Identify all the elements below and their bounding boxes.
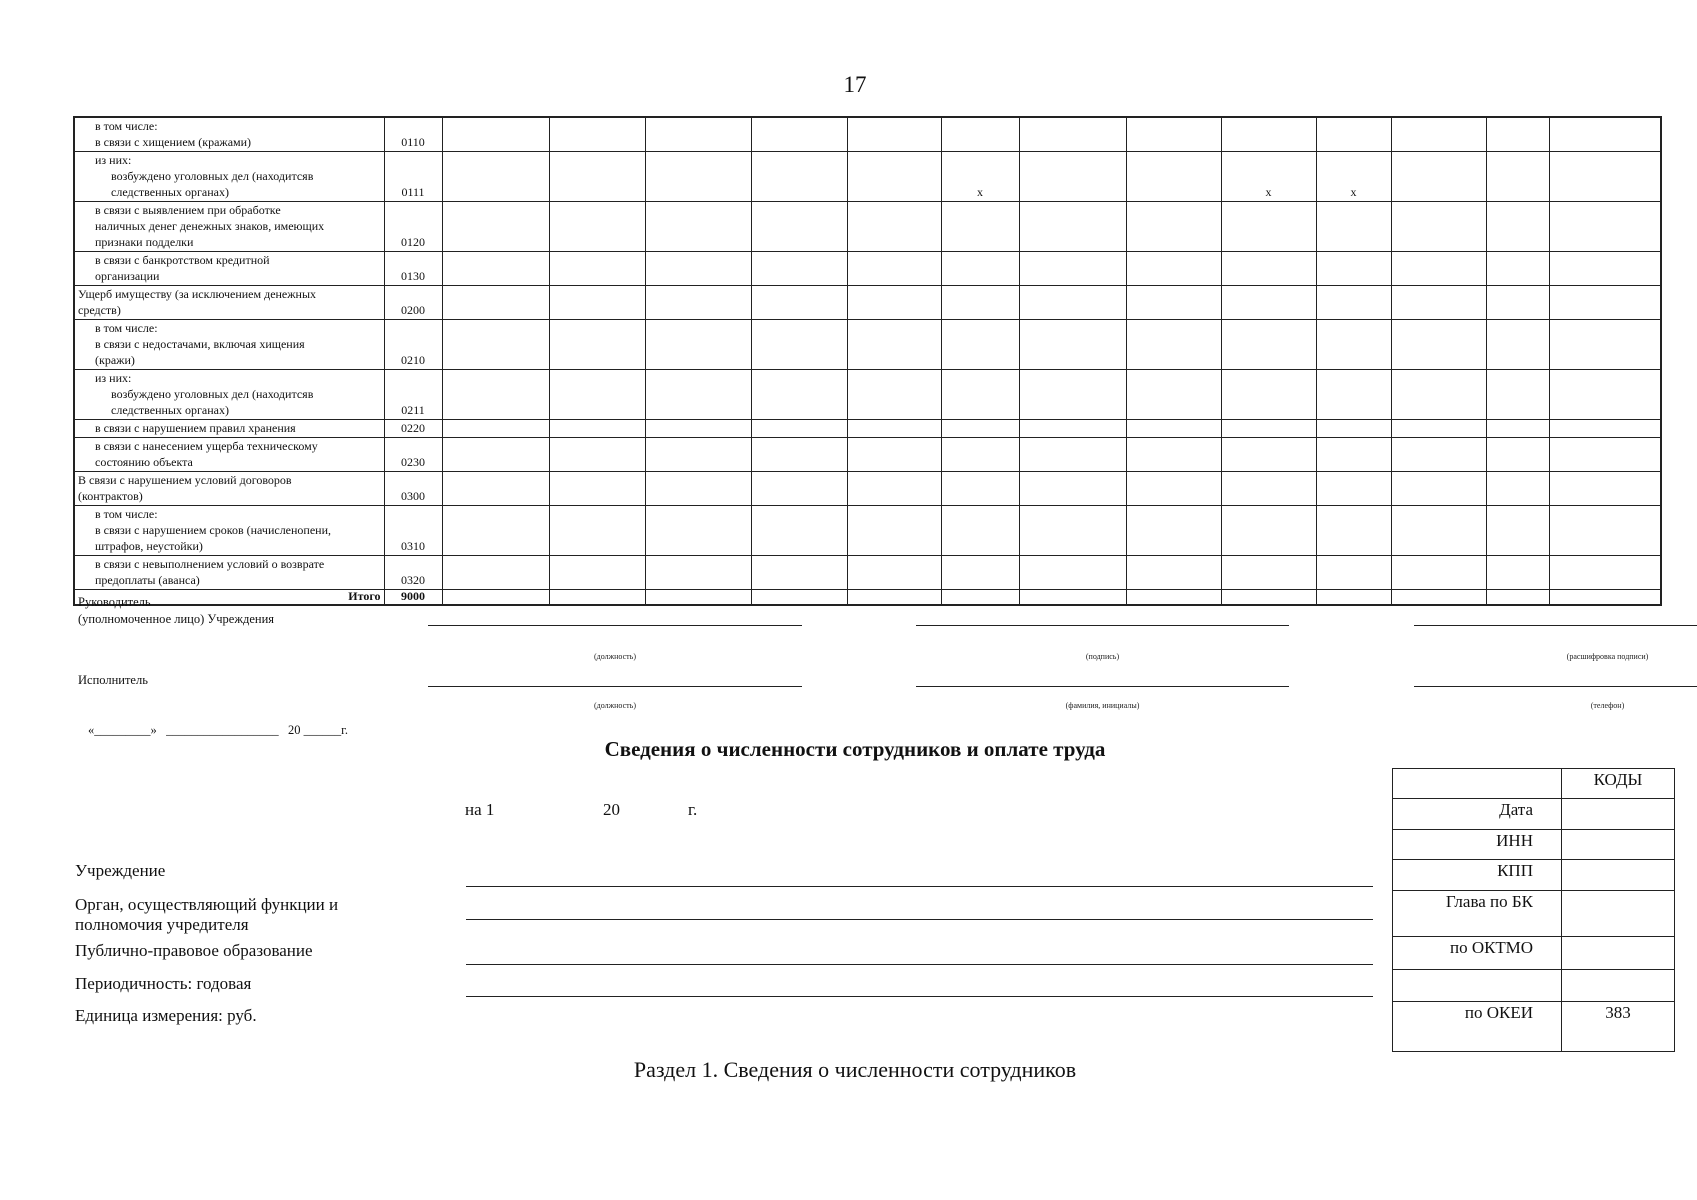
data-cell[interactable]	[1221, 472, 1316, 506]
data-cell[interactable]	[1391, 117, 1486, 152]
total-row	[74, 590, 1661, 606]
data-cell[interactable]	[847, 202, 941, 252]
data-cell[interactable]	[442, 438, 549, 472]
data-cell[interactable]	[751, 438, 847, 472]
data-cell[interactable]	[1019, 420, 1126, 438]
data-cell[interactable]	[442, 152, 549, 202]
data-cell[interactable]	[1549, 556, 1661, 590]
data-cell[interactable]	[549, 202, 645, 252]
data-cell[interactable]	[1221, 556, 1316, 590]
total-code: 9000	[384, 590, 442, 606]
data-cell[interactable]	[1549, 370, 1661, 420]
data-cell[interactable]	[1391, 252, 1486, 286]
data-cell[interactable]	[1549, 202, 1661, 252]
data-cell[interactable]	[751, 117, 847, 152]
data-cell[interactable]	[847, 252, 941, 286]
damage-table	[73, 116, 1662, 606]
data-cell[interactable]	[1019, 506, 1126, 556]
data-cell[interactable]	[1126, 438, 1221, 472]
caption-position: (должность)	[594, 652, 636, 661]
data-cell[interactable]	[941, 438, 1019, 472]
caption-decoding: (расшифровка подписи)	[1566, 652, 1649, 661]
data-cell[interactable]	[1221, 117, 1316, 152]
total-cell[interactable]	[645, 590, 751, 606]
data-cell[interactable]	[1126, 472, 1221, 506]
data-cell[interactable]	[1126, 320, 1221, 370]
data-cell[interactable]	[442, 117, 549, 152]
row-label: из них: возбуждено уголовных дел (находитсяв следственных органах)	[74, 370, 384, 420]
data-cell[interactable]	[751, 320, 847, 370]
data-cell[interactable]	[1391, 152, 1486, 202]
data-cell[interactable]	[1316, 320, 1391, 370]
total-cell[interactable]	[549, 590, 645, 606]
row-code: 0111	[384, 152, 442, 202]
data-cell[interactable]	[645, 286, 751, 320]
data-cell[interactable]	[751, 286, 847, 320]
data-cell[interactable]	[1316, 506, 1391, 556]
data-cell[interactable]	[941, 420, 1019, 438]
data-cell[interactable]	[645, 117, 751, 152]
caption-phone: (телефон)	[1590, 701, 1625, 710]
data-cell[interactable]	[1549, 117, 1661, 152]
data-cell[interactable]	[751, 370, 847, 420]
data-cell[interactable]	[549, 252, 645, 286]
data-cell[interactable]	[1126, 370, 1221, 420]
data-cell[interactable]	[1316, 202, 1391, 252]
code-label-inn: ИНН	[1393, 830, 1562, 860]
x-mark: x	[941, 152, 1019, 202]
table-row	[74, 370, 1661, 420]
total-cell[interactable]	[941, 590, 1019, 606]
report-title: Сведения о численности сотрудников и оплате труда	[604, 737, 1106, 761]
data-cell[interactable]	[549, 117, 645, 152]
periodicity-line[interactable]	[466, 996, 1373, 997]
data-cell[interactable]	[1126, 556, 1221, 590]
data-cell[interactable]	[1316, 420, 1391, 438]
data-cell[interactable]	[847, 152, 941, 202]
data-cell[interactable]	[751, 202, 847, 252]
data-cell[interactable]	[549, 320, 645, 370]
data-cell[interactable]	[1486, 506, 1549, 556]
data-cell[interactable]	[941, 370, 1019, 420]
row-code: 0210	[384, 320, 442, 370]
data-cell[interactable]	[645, 506, 751, 556]
executor-position-line[interactable]	[428, 686, 802, 687]
data-cell[interactable]	[751, 506, 847, 556]
data-cell[interactable]	[1019, 472, 1126, 506]
data-cell[interactable]	[1391, 506, 1486, 556]
data-cell[interactable]	[941, 286, 1019, 320]
data-cell[interactable]	[1126, 506, 1221, 556]
data-cell[interactable]	[1221, 286, 1316, 320]
data-cell[interactable]	[1486, 117, 1549, 152]
date-line[interactable]: «_________» __________________ 20 ______г.	[88, 723, 348, 737]
data-cell[interactable]	[442, 420, 549, 438]
table-row	[74, 152, 1661, 202]
data-cell[interactable]	[1486, 370, 1549, 420]
data-cell[interactable]	[1316, 117, 1391, 152]
total-cell[interactable]	[442, 590, 549, 606]
total-cell[interactable]	[847, 590, 941, 606]
data-cell[interactable]	[1221, 370, 1316, 420]
data-cell[interactable]	[1391, 286, 1486, 320]
row-label: в связи с нанесением ущерба техническому состоянию объекта	[74, 438, 384, 472]
total-cell[interactable]	[751, 590, 847, 606]
data-cell[interactable]	[1486, 556, 1549, 590]
data-cell[interactable]	[645, 420, 751, 438]
page-number: 17	[843, 72, 867, 97]
data-cell[interactable]	[1391, 320, 1486, 370]
data-cell[interactable]	[941, 472, 1019, 506]
data-cell[interactable]	[1126, 202, 1221, 252]
data-cell[interactable]	[442, 320, 549, 370]
data-cell[interactable]	[549, 152, 645, 202]
table-row	[74, 117, 1661, 152]
data-cell[interactable]	[1316, 438, 1391, 472]
row-code: 0320	[384, 556, 442, 590]
data-cell[interactable]	[645, 472, 751, 506]
data-cell[interactable]	[1486, 286, 1549, 320]
data-cell[interactable]	[1316, 556, 1391, 590]
data-cell[interactable]	[1486, 472, 1549, 506]
data-cell[interactable]	[1126, 252, 1221, 286]
caption-position-2: (должность)	[594, 701, 636, 710]
data-cell[interactable]	[847, 472, 941, 506]
data-cell[interactable]	[549, 506, 645, 556]
code-value-empty[interactable]	[1562, 970, 1675, 1002]
data-cell[interactable]	[549, 286, 645, 320]
section-title: Раздел 1. Сведения о численности сотрудников	[633, 1057, 1077, 1082]
row-label: в связи с нарушением правил хранения	[74, 420, 384, 438]
founder-label: Орган, осуществляющий функции и полномочия учредителя	[75, 895, 339, 934]
data-cell[interactable]	[442, 556, 549, 590]
codes-header: КОДЫ	[1562, 769, 1675, 799]
data-cell[interactable]	[1486, 438, 1549, 472]
x-mark: x	[1221, 152, 1316, 202]
data-cell[interactable]	[1486, 420, 1549, 438]
institution-line[interactable]	[466, 886, 1373, 887]
code-label-oktmo: по ОКТМО	[1393, 937, 1562, 970]
data-cell[interactable]	[1126, 286, 1221, 320]
data-cell[interactable]	[1221, 320, 1316, 370]
total-cell[interactable]	[1019, 590, 1126, 606]
data-cell[interactable]	[941, 117, 1019, 152]
data-cell[interactable]	[847, 320, 941, 370]
code-label-kpp: КПП	[1393, 860, 1562, 891]
data-cell[interactable]	[941, 320, 1019, 370]
data-cell[interactable]	[847, 286, 941, 320]
data-cell[interactable]	[1549, 438, 1661, 472]
table-row	[74, 506, 1661, 556]
data-cell[interactable]	[751, 152, 847, 202]
data-cell[interactable]	[1486, 252, 1549, 286]
row-code: 0120	[384, 202, 442, 252]
data-cell[interactable]	[549, 420, 645, 438]
data-cell[interactable]	[1019, 286, 1126, 320]
table-row	[74, 438, 1661, 472]
data-cell[interactable]	[645, 556, 751, 590]
total-cell[interactable]	[1549, 590, 1661, 606]
total-label: Итого	[74, 590, 384, 606]
periodicity-label: Периодичность: годовая	[75, 974, 252, 993]
code-value-kpp[interactable]	[1562, 860, 1675, 891]
data-cell[interactable]	[1391, 472, 1486, 506]
data-cell[interactable]	[1316, 252, 1391, 286]
data-cell[interactable]	[1019, 370, 1126, 420]
executor-phone-line[interactable]	[1414, 686, 1697, 687]
data-cell[interactable]	[645, 202, 751, 252]
row-label: из них: возбуждено уголовных дел (находитсяв следственных органах)	[74, 152, 384, 202]
table-row	[74, 472, 1661, 506]
total-cell[interactable]	[1126, 590, 1221, 606]
table-row	[74, 202, 1661, 252]
table-row	[74, 320, 1661, 370]
row-code: 0300	[384, 472, 442, 506]
row-code: 0310	[384, 506, 442, 556]
public-entity-label: Публично-правовое образование	[75, 941, 313, 960]
row-label: в том числе: в связи с недостачами, включая хищения (кражи)	[74, 320, 384, 370]
code-label-date: Дата	[1393, 799, 1562, 830]
data-cell[interactable]	[847, 420, 941, 438]
data-cell[interactable]	[1549, 472, 1661, 506]
code-value-date[interactable]	[1562, 799, 1675, 830]
data-cell[interactable]	[1019, 252, 1126, 286]
x-mark: x	[1316, 152, 1391, 202]
data-cell[interactable]	[847, 117, 941, 152]
data-cell[interactable]	[442, 472, 549, 506]
unit-label: Единица измерения: руб.	[75, 1006, 257, 1025]
row-code: 0110	[384, 117, 442, 152]
data-cell[interactable]	[1126, 420, 1221, 438]
data-cell[interactable]	[442, 506, 549, 556]
data-cell[interactable]	[442, 202, 549, 252]
data-cell[interactable]	[1019, 202, 1126, 252]
executor-label: Исполнитель	[78, 673, 148, 687]
data-cell[interactable]	[549, 438, 645, 472]
public-entity-line[interactable]	[466, 964, 1373, 965]
date-prefix: на 1	[465, 800, 495, 819]
code-label-okei: по ОКЕИ	[1393, 1002, 1562, 1052]
row-code: 0211	[384, 370, 442, 420]
data-cell[interactable]	[645, 438, 751, 472]
data-cell[interactable]	[1549, 152, 1661, 202]
data-cell[interactable]	[1019, 320, 1126, 370]
data-cell[interactable]	[645, 152, 751, 202]
data-cell[interactable]	[1391, 438, 1486, 472]
table-row	[74, 556, 1661, 590]
total-cell[interactable]	[1486, 590, 1549, 606]
row-label: в связи с невыполнением условий о возврате предоплаты (аванса)	[74, 556, 384, 590]
data-cell[interactable]	[1316, 370, 1391, 420]
data-cell[interactable]	[1391, 420, 1486, 438]
data-cell[interactable]	[941, 506, 1019, 556]
code-label-bk: Глава по БК	[1393, 891, 1562, 937]
row-label: в связи с банкротством кредитной организации	[74, 252, 384, 286]
data-cell[interactable]	[1019, 438, 1126, 472]
data-cell[interactable]	[1549, 286, 1661, 320]
data-cell[interactable]	[1391, 370, 1486, 420]
code-value-bk[interactable]	[1562, 891, 1675, 937]
data-cell[interactable]	[941, 202, 1019, 252]
data-cell[interactable]	[1391, 556, 1486, 590]
data-cell[interactable]	[1316, 286, 1391, 320]
date-suffix: г.	[688, 800, 698, 819]
data-cell[interactable]	[1486, 202, 1549, 252]
data-cell[interactable]	[1126, 152, 1221, 202]
data-cell[interactable]	[645, 252, 751, 286]
head-signature-line[interactable]	[916, 625, 1289, 626]
row-label: Ущерб имуществу (за исключением денежных средств)	[74, 286, 384, 320]
code-value-okei: 383	[1562, 1002, 1675, 1052]
data-cell[interactable]	[1019, 117, 1126, 152]
row-label: в связи с выявлением при обработке наличных денег денежных знаков, имеющих признаки подделки	[74, 202, 384, 252]
row-code: 0230	[384, 438, 442, 472]
row-label: В связи с нарушением условий договоров (контрактов)	[74, 472, 384, 506]
total-cell[interactable]	[1316, 590, 1391, 606]
data-cell[interactable]	[1316, 472, 1391, 506]
total-cell[interactable]	[1391, 590, 1486, 606]
code-label-empty	[1393, 970, 1562, 1002]
founder-line[interactable]	[466, 919, 1373, 920]
table-row	[74, 286, 1661, 320]
data-cell[interactable]	[847, 506, 941, 556]
row-code: 0220	[384, 420, 442, 438]
data-cell[interactable]	[645, 370, 751, 420]
data-cell[interactable]	[442, 286, 549, 320]
head-decoding-line[interactable]	[1414, 625, 1697, 626]
data-cell[interactable]	[847, 438, 941, 472]
data-cell[interactable]	[1391, 202, 1486, 252]
row-code: 0130	[384, 252, 442, 286]
data-cell[interactable]	[549, 472, 645, 506]
data-cell[interactable]	[751, 472, 847, 506]
caption-signature: (подпись)	[1085, 652, 1120, 661]
data-cell[interactable]	[549, 556, 645, 590]
data-cell[interactable]	[1221, 438, 1316, 472]
total-cell[interactable]	[1221, 590, 1316, 606]
table-row	[74, 420, 1661, 438]
head-position-line[interactable]	[428, 625, 802, 626]
table-row	[74, 252, 1661, 286]
data-cell[interactable]	[1486, 320, 1549, 370]
data-cell[interactable]	[1019, 556, 1126, 590]
data-cell[interactable]	[751, 556, 847, 590]
code-value-oktmo[interactable]	[1562, 937, 1675, 970]
codes-table	[1392, 768, 1675, 1052]
data-cell[interactable]	[1221, 252, 1316, 286]
data-cell[interactable]	[1486, 152, 1549, 202]
data-cell[interactable]	[1221, 420, 1316, 438]
data-cell[interactable]	[549, 370, 645, 420]
code-value-inn[interactable]	[1562, 830, 1675, 860]
data-cell[interactable]	[1019, 152, 1126, 202]
head-label: Руководитель (уполномоченное лицо) Учреждения	[78, 595, 275, 626]
row-label: в том числе: в связи с хищением (кражами)	[74, 117, 384, 152]
institution-label: Учреждение	[75, 861, 166, 880]
data-cell[interactable]	[847, 370, 941, 420]
data-cell[interactable]	[1549, 252, 1661, 286]
data-cell[interactable]	[941, 556, 1019, 590]
executor-name-line[interactable]	[916, 686, 1289, 687]
data-cell[interactable]	[1126, 117, 1221, 152]
data-cell[interactable]	[442, 252, 549, 286]
data-cell[interactable]	[751, 420, 847, 438]
row-code: 0200	[384, 286, 442, 320]
data-cell[interactable]	[1549, 506, 1661, 556]
data-cell[interactable]	[442, 370, 549, 420]
data-cell[interactable]	[1549, 320, 1661, 370]
data-cell[interactable]	[751, 252, 847, 286]
caption-name: (фамилия, инициалы)	[1065, 701, 1140, 710]
data-cell[interactable]	[941, 252, 1019, 286]
data-cell[interactable]	[1221, 202, 1316, 252]
data-cell[interactable]	[847, 556, 941, 590]
data-cell[interactable]	[1221, 506, 1316, 556]
row-label: в том числе: в связи с нарушением сроков (начисленопени, штрафов, неустойки)	[74, 506, 384, 556]
data-cell[interactable]	[645, 320, 751, 370]
date-year: 20	[603, 800, 620, 819]
data-cell[interactable]	[1549, 420, 1661, 438]
